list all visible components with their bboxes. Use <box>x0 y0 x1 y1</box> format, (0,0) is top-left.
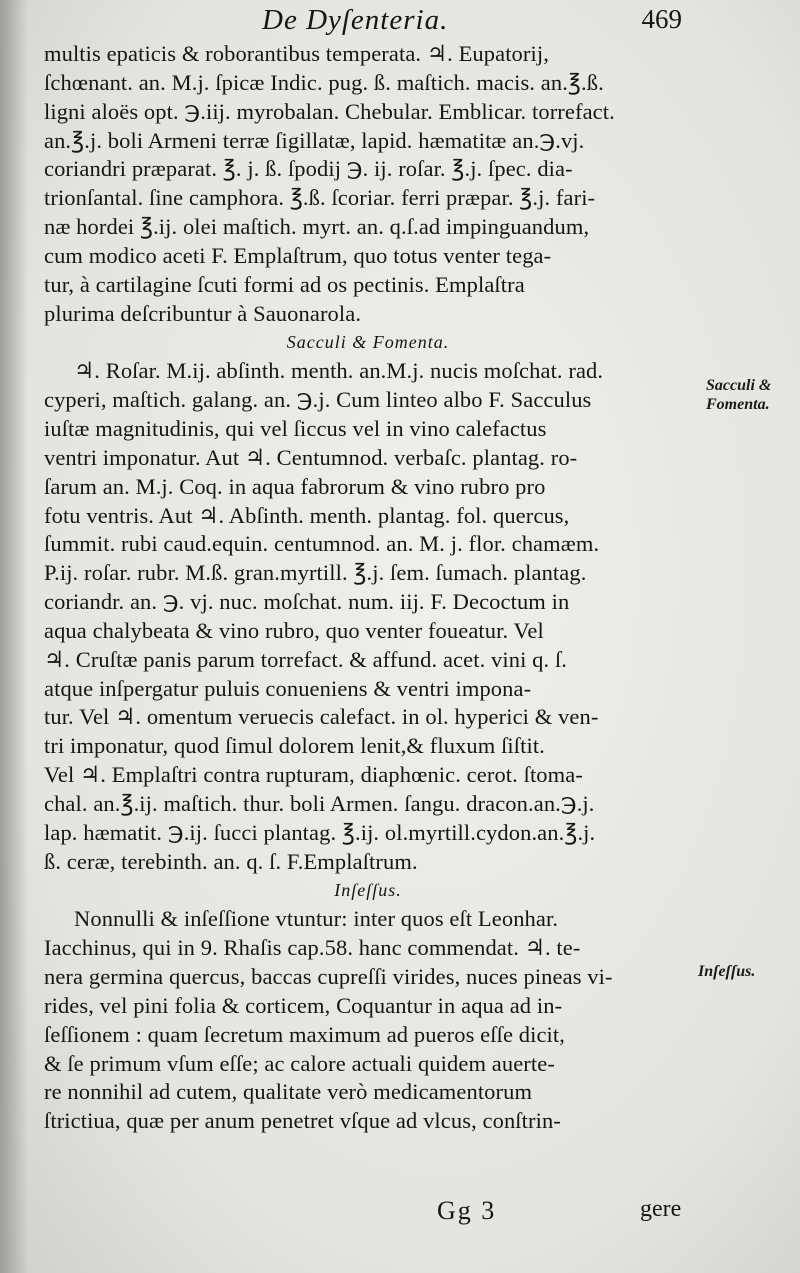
running-head-title: De Dyſenteria. <box>262 4 449 36</box>
text-line: & ſe primum vſum eſſe; ac calore actuali quidem auerte- <box>44 1050 555 1076</box>
text-line: rides, vel pini folia & corticem, Coquantur in aqua ad in- <box>44 992 563 1018</box>
text-line: tur, à cartilagine ſcuti formi ad os pectinis. Emplaſtra <box>44 271 525 297</box>
text-line: nera germina quercus, baccas cupreſſi virides, nuces pineas vi- <box>44 964 613 989</box>
text-line: plurima deſcribuntur à Sauonarola. <box>44 300 362 326</box>
text-line: ♃. Cruſtæ panis parum torrefact. & affund. acet. vini q. ſ. <box>44 646 568 672</box>
text-line: ſarum an. M.j. Coq. in aqua fabrorum & vino rubro pro <box>44 473 546 499</box>
text-line: P.ij. roſar. rubr. M.ß. gran.myrtill. ℥.j. ſem. ſumach. plantag. <box>44 560 587 586</box>
text-line: an.℥.j. boli Armeni terræ ſigillatæ, lapid. hæmatitæ an.℈.vj. <box>44 127 585 153</box>
text-line: næ hordei ℥.ij. olei maſtich. myrt. an. q.ſ.ad impinguandum, <box>44 214 590 240</box>
text-line: ſeſſionem : quam ſecretum maximum ad pueros eſſe dicit, <box>44 1021 565 1047</box>
text-line: ß. ceræ, terebinth. an. q. ſ. F.Emplaſtrum. <box>44 848 418 874</box>
text-line: lap. hæmatit. ℈.ij. ſucci plantag. ℥.ij. ol.myrtill.cydon.an.℥.j. <box>44 819 596 845</box>
text-line: coriandr. an. ℈. vj. nuc. moſchat. num. iij. F. Decoctum in <box>44 589 570 615</box>
text-line: Vel ♃. Emplaſtri contra rupturam, diaphœnic. cerot. ſtoma- <box>44 762 583 788</box>
signature-mark: Gg 3 <box>437 1196 497 1225</box>
text-line: chal. an.℥.ij. maſtich. thur. boli Armen. ſangu. dracon.an.℈.j. <box>44 790 595 816</box>
text-line: aqua chalybeata & vino rubro, quo venter foueatur. Vel <box>44 617 544 643</box>
text-line: tri imponatur, quod ſimul dolorem lenit,& fluxum ſiſtit. <box>44 733 545 759</box>
page-footer <box>0 1196 800 1230</box>
text-line: re nonnihil ad cutem, qualitate verò medicamentorum <box>44 1079 533 1105</box>
margin-note-insessus: Inſeſſus. <box>698 963 756 980</box>
text-line: cum modico aceti F. Emplaſtrum, quo totus venter tega- <box>44 242 552 268</box>
text-line: ſtrictiua, quæ per anum penetret vſque ad vlcus, conſtrin- <box>44 1108 561 1134</box>
text-line: Iacchinus, qui in 9. Rhaſis cap.58. hanc commendat. ♃. te- <box>44 935 581 961</box>
text-line: atque inſpergatur puluis conueniens & ventri impona- <box>44 675 532 701</box>
section-heading: Sacculi & Fomenta. <box>286 332 450 353</box>
catchword: gere <box>640 1196 682 1222</box>
text-line: tur. Vel ♃. omentum veruecis calefact. in ol. hyperici & ven- <box>44 704 599 730</box>
page-number: 469 <box>641 4 682 34</box>
text-line: ♃. Roſar. M.ij. abſinth. menth. an.M.j. nucis moſchat. rad. <box>74 358 604 384</box>
text-line: coriandri præparat. ℥. j. ß. ſpodij ℈. ij. roſar. ℥.j. ſpec. dia- <box>44 156 573 182</box>
text-line: multis epaticis & roborantibus temperata. ♃. Eupatorij, <box>44 41 549 66</box>
text-line: ventri imponatur. Aut ♃. Centumnod. verbaſc. plantag. ro- <box>44 444 578 470</box>
body-text <box>44 40 692 1136</box>
text-line: ligni aloës opt. ℈.iij. myrobalan. Chebular. Emblicar. torrefact. <box>44 98 615 124</box>
text-line: fotu ventris. Aut ♃. Abſinth. menth. plantag. fol. quercus, <box>44 502 570 528</box>
running-head <box>262 4 682 40</box>
margin-note-sacculi: Sacculi & Fomenta. <box>706 377 772 413</box>
text-line: ſchœnant. an. M.j. ſpicæ Indic. pug. ß. maſtich. macis. an.℥.ß. <box>44 69 604 95</box>
text-line: cyperi, maſtich. galang. an. ℈.j. Cum linteo albo F. Sacculus <box>44 387 592 413</box>
text-line: iuſtæ magnitudinis, qui vel ſiccus vel in vino calefactus <box>44 415 547 441</box>
text-line: ſummit. rubi caud.equin. centumnod. an. M. j. flor. chamæm. <box>44 531 600 557</box>
text-line: Nonnulli & inſeſſione vtuntur: inter quos eſt Leonhar. <box>74 906 559 932</box>
section-heading: Inſeſſus. <box>334 880 402 901</box>
text-line: trionſantal. ſine camphora. ℥.ß. ſcoriar. ferri præpar. ℥.j. fari- <box>44 185 596 211</box>
